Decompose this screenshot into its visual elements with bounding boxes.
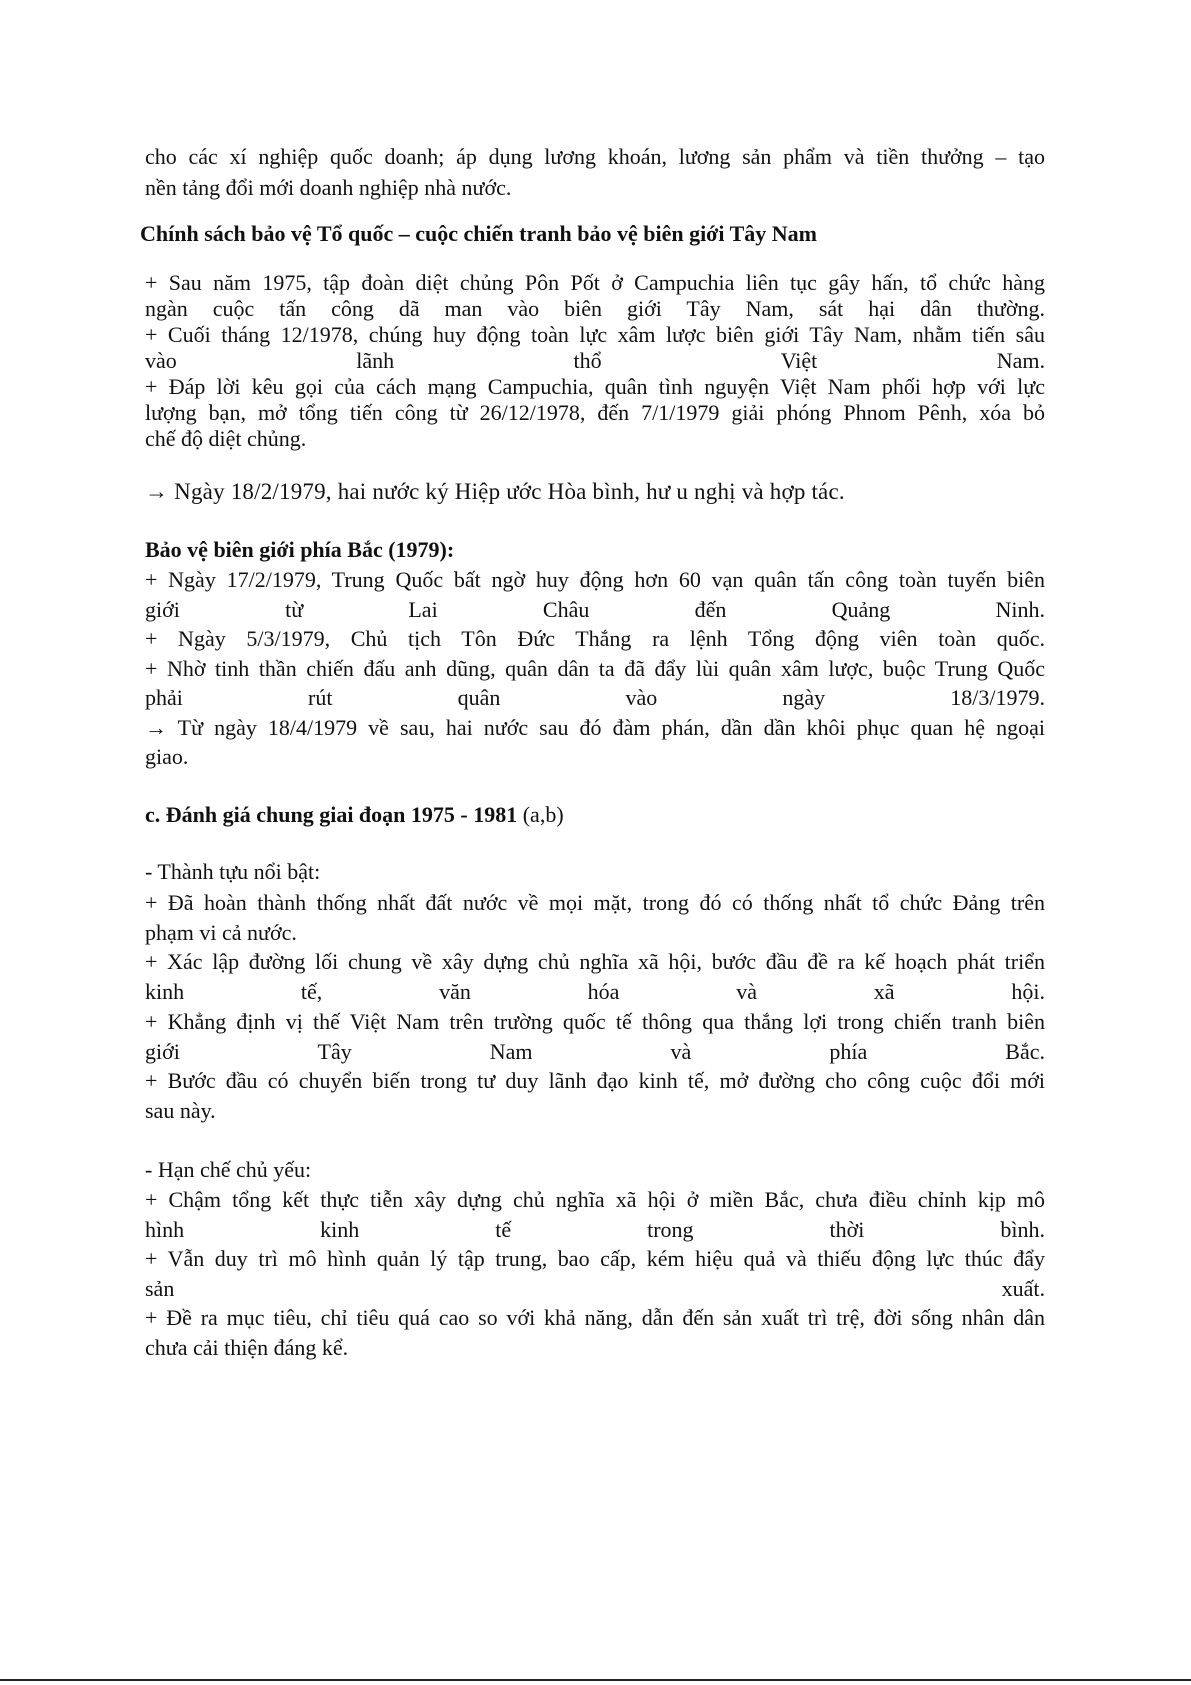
text-line: + Nhờ tinh thần chiến đấu anh dũng, quân dân ta đã đẩy lùi quân xâm lược, buộc Trung Quốc: [145, 655, 1045, 681]
text-line: + Vẫn duy trì mô hình quản lý tập trung, bao cấp, kém hiệu quả và thiếu động lực thúc đẩy: [145, 1246, 1045, 1271]
text-line: phạm vi cả nước.: [145, 919, 297, 945]
section-heading-bac: [145, 534, 1045, 565]
text-line: hình kinh tế trong thời bình.: [145, 1216, 1045, 1242]
text-line: + Đã hoàn thành thống nhất đất nước về mọi mặt, trong đó có thống nhất tổ chức Đảng trên: [145, 890, 1045, 915]
limits-list: [145, 1185, 1045, 1362]
text-line: chế độ diệt chủng.: [145, 426, 307, 451]
text-line: + Đề ra mục tiêu, chỉ tiêu quá cao so với khả năng, dẫn đến sản xuất trì trệ, đời sống nhân dân: [145, 1305, 1045, 1330]
text-line: + Sau năm 1975, tập đoàn diệt chủng Pôn Pốt ở Campuchia liên tục gây hấn, tổ chức hàng: [145, 270, 1045, 295]
text-line: → Từ ngày 18/4/1979 về sau, hai nước sau đó đàm phán, dần dần khôi phục quan hệ ngoại: [145, 714, 1045, 740]
tay-nam-paragraph: [145, 270, 1045, 452]
subheading-text: - Hạn chế chủ yếu:: [145, 1157, 312, 1182]
text-line: + Ngày 5/3/1979, Chủ tịch Tôn Đức Thắng ra lệnh Tổng động viên toàn quốc.: [145, 626, 1045, 651]
bac-paragraph: [145, 565, 1045, 772]
text-line: chưa cải thiện đáng kể.: [145, 1334, 349, 1360]
text-line: + Xác lập đường lối chung về xây dựng chủ nghĩa xã hội, bước đầu đề ra kế hoạch phát triển: [145, 949, 1045, 975]
heading-text: Chính sách bảo vệ Tổ quốc – cuộc chiến tranh bảo vệ biên giới Tây Nam: [140, 221, 817, 246]
text-line: phải rút quân vào ngày 18/3/1979.: [145, 685, 1045, 710]
text-line: + Cuối tháng 12/1978, chúng huy động toàn lực xâm lược biên giới Tây Nam, nhằm tiến sâu: [145, 322, 1045, 347]
section-heading-danh-gia: [145, 799, 1045, 830]
text-line: sau này.: [145, 1097, 216, 1123]
subheading-text: - Thành tựu nổi bật:: [145, 859, 321, 884]
text-line: sản xuất.: [145, 1275, 1045, 1301]
text-line: nền tảng đổi mới doanh nghiệp nhà nước.: [145, 175, 512, 200]
text-line: + Ngày 17/2/1979, Trung Quốc bất ngờ huy động hơn 60 vạn quân tấn công toàn tuyến biên: [145, 567, 1045, 592]
text-line: kinh tế, văn hóa và xã hội.: [145, 979, 1045, 1005]
text-line: + Khẳng định vị thế Việt Nam trên trường quốc tế thông qua thắng lợi trong chiến tranh biên: [145, 1008, 1045, 1034]
heading-line: [145, 799, 1045, 830]
text-line: + Bước đầu có chuyển biến trong tư duy lãnh đạo kinh tế, mở đường cho công cuộc đổi mới: [145, 1068, 1045, 1094]
text-line: + Đáp lời kêu gọi của cách mạng Campuchia, quân tình nguyện Việt Nam phối hợp với lực: [145, 374, 1045, 399]
intro-paragraph: [145, 141, 1045, 203]
note-text: → Ngày 18/2/1979, hai nước ký Hiệp ước Hòa bình, hư u nghị và hợp tác.: [145, 479, 845, 504]
heading-text: Bảo vệ biên giới phía Bắc (1979):: [145, 537, 455, 562]
heading-bold-text: c. Đánh giá chung giai đoạn 1975 - 1981: [145, 802, 518, 827]
text-line: giới từ Lai Châu đến Quảng Ninh.: [145, 596, 1045, 622]
text-line: vào lãnh thổ Việt Nam.: [145, 348, 1045, 373]
text-line: + Chậm tổng kết thực tiễn xây dựng chủ nghĩa xã hội ở miền Bắc, chưa điều chỉnh kịp mô: [145, 1187, 1045, 1212]
text-line: ngàn cuộc tấn công dã man vào biên giới Tây Nam, sát hại dân thường.: [145, 296, 1045, 321]
text-line: giới Tây Nam và phía Bắc.: [145, 1038, 1045, 1064]
text-line: giao.: [145, 744, 189, 769]
page-bottom-rule: [0, 1679, 1191, 1681]
text-line: cho các xí nghiệp quốc doanh; áp dụng lương khoán, lương sản phẩm và tiền thưởng – tạo: [145, 144, 1045, 169]
text-line: lượng bạn, mở tổng tiến công từ 26/12/1978, đến 7/1/1979 giải phóng Phnom Pênh, xóa bỏ: [145, 400, 1045, 425]
limits-title: [145, 1154, 1045, 1185]
achievements-title: [145, 856, 1045, 887]
tay-nam-note: [145, 476, 1045, 507]
heading-suffix: (a,b): [517, 802, 564, 827]
section-heading-tay-nam: [140, 218, 1040, 249]
achievements-list: [145, 888, 1045, 1126]
